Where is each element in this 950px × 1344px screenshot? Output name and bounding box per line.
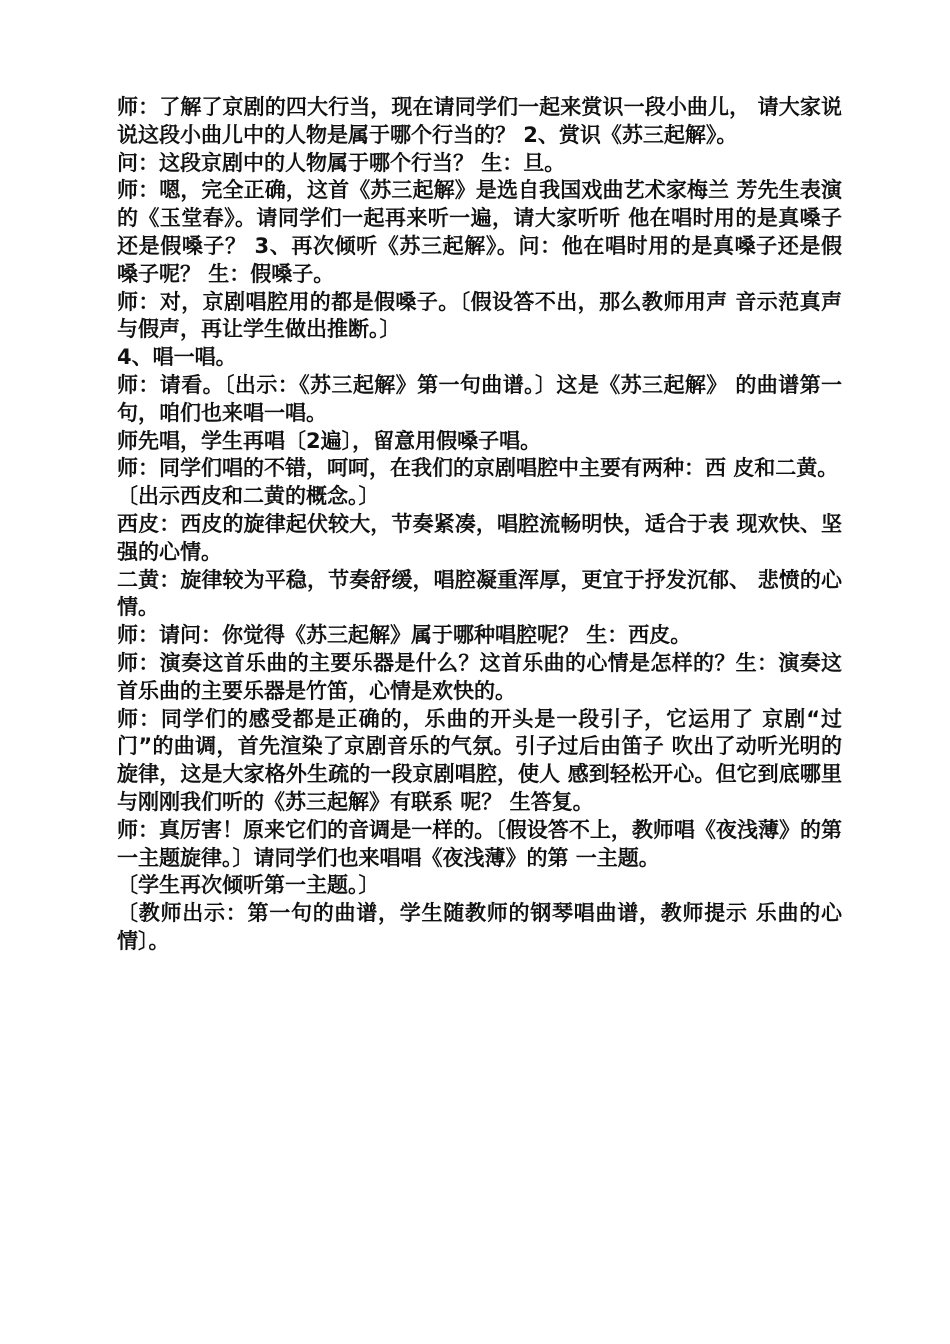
paragraph-7: 师先唱，学生再唱〔2遍〕，留意用假嗓子唱。 xyxy=(117,428,542,453)
paragraph-14: 师：同学们的感受都是正确的，乐曲的开头是一段引子，它运用了 京剧“过门”的曲调，首先渲染了京剧音乐的气氛。引子过后由笛子 吹出了动听光明的旋律，这是大家格外生疏的一段京剧唱腔，使人 感到轻松开心。但它到底哪里与刚刚我们听的《苏三起解》有联系 呢？ 生答复。 xyxy=(117,706,842,814)
paragraph-6: 师：请看。〔出示：《苏三起解》第一句曲谱。〕这是《苏三起解》 的曲谱第一句，咱们也来唱一唱。 xyxy=(117,372,842,425)
paragraph-11: 二黄：旋律较为平稳，节奏舒缓，唱腔凝重浑厚，更宜于抒发沉郁、 悲愤的心情。 xyxy=(117,567,842,620)
paragraph-15: 师：真厉害！原来它们的音调是一样的。〔假设答不上，教师唱《夜浅薄》的第一主题旋律。〕请同学们也来唱唱《夜浅薄》的第 一主题。 xyxy=(117,817,842,870)
paragraph-8: 师：同学们唱的不错，呵呵，在我们的京剧唱腔中主要有两种：西 皮和二黄。 xyxy=(117,456,839,481)
paragraph-17: 〔教师出示：第一句的曲谱，学生随教师的钢琴唱曲谱，教师提示 乐曲的心情〕。 xyxy=(117,901,842,953)
paragraph-13: 师：演奏这首乐曲的主要乐器是什么？这首乐曲的心情是怎样的？生：演奏这首乐曲的主要乐器是竹笛，心情是欢快的。 xyxy=(117,650,842,703)
paragraph-1: 师：了解了京剧的四大行当，现在请同学们一起来赏识一段小曲儿， 请大家说说这段小曲儿中的人物是属于哪个行当的？ 2、赏识《苏三起解》。 xyxy=(117,95,842,147)
paragraph-4: 师：对，京剧唱腔用的都是假嗓子。〔假设答不出，那么教师用声 音示范真声与假声，再让学生做出推断。〕 xyxy=(117,289,842,342)
paragraph-3: 师：嗯，完全正确，这首《苏三起解》是选自我国戏曲艺术家梅兰 芳先生表演的《玉堂春》。请同学们一起再来听一遍，请大家听听 他在唱时用的是真嗓子还是假嗓子？ 3、再次倾听《苏三起解》。问：他在唱时用的是真嗓子还是假嗓子呢？ 生：假嗓子。 xyxy=(117,178,842,286)
document-body xyxy=(117,94,842,956)
paragraph-5: 4、唱一唱。 xyxy=(117,345,237,370)
paragraph-2: 问：这段京剧中的人物属于哪个行当？ 生：旦。 xyxy=(117,150,566,175)
paragraph-12: 师：请问：你觉得《苏三起解》属于哪种唱腔呢？ 生：西皮。 xyxy=(117,623,692,648)
paragraph-16: 〔学生再次倾听第一主题。〕 xyxy=(117,873,380,898)
paragraph-10: 西皮：西皮的旋律起伏较大，节奏紧凑，唱腔流畅明快，适合于表 现欢快、坚强的心情。 xyxy=(117,511,842,564)
paragraph-9: 〔出示西皮和二黄的概念。〕 xyxy=(117,484,380,509)
